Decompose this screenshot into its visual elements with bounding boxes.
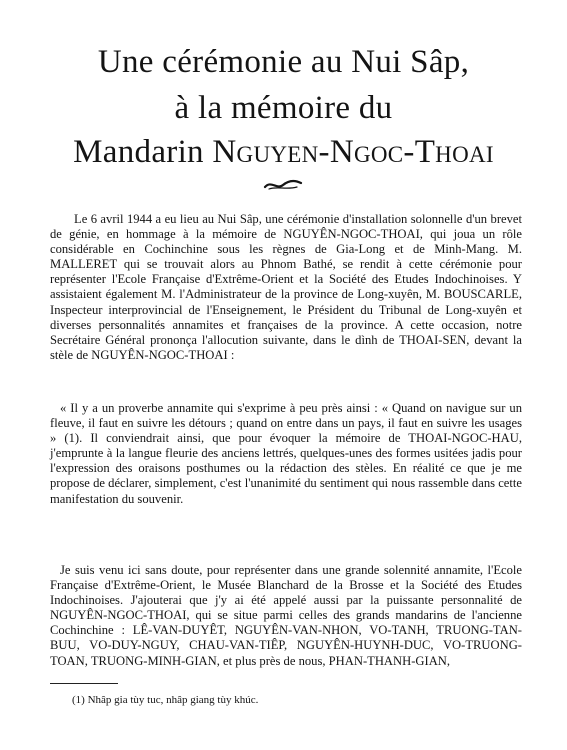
footnote-divider <box>50 683 118 684</box>
title-line-2: à la mémoire du <box>174 90 393 126</box>
footnote: (1) Nhâp gia tùy tuc, nhâp giang tùy khúc. <box>72 694 259 706</box>
paragraph-speech-1: « Il y a un proverbe annamite qui s'exprime à peu près ainsi : « Quand on navigue sur un fleuve, il faut en suivre les détours ; quand on entre dans un pays, il faut en suivre les usages » (1). Il conviendrait ainsi, que pour évoquer la mémoire de THOAI-NGOC-HAU, j'emprunte à la langue fleurie des anciens lettrés, quelques-unes des formes usitées jadis pour l'expression des oraisons posthumes ou la rédaction des stèles. En réalité ce que je me propose de déclarer, simplement, c'est l'unanimité du sentiment qui nous rassemble dans cette manifestation du souvenir. <box>50 401 522 506</box>
paragraph-intro: Le 6 avril 1944 a eu lieu au Nui Sâp, une cérémonie d'installation solonnelle d'un brevet de génie, en hommage à la mémoire de NGUYÊN-NGOC-THOAI, qui joua un rôle considérable en Cochinchine sous les règnes de Gia-Long et de Minh-Mang. M. MALLERET qui se trouvait alors au Phnom Bathé, se rendit à cette cérémonie pour représenter l'Ecole Française d'Extrême-Orient et la Société des Etudes Indochinoises. Y assistaient également M. l'Administrateur de la province de Long-xuyên, M. BOUSCARLE, Inspecteur interprovincial de l'Enseignement, le Président du Tribunal de Long-xuyên et diverses personnalités annamites et françaises de la province. A cette occasion, notre Secrétaire Général prononça l'allocution suivante, dans le dình de THOAI-SEN, devant la stèle de NGUYÊN-NGOC-THOAI : <box>50 212 522 362</box>
title-line-3 <box>40 130 527 174</box>
ornament-icon <box>263 178 303 192</box>
title-line-1: Une cérémonie au Nui Sâp, <box>97 44 470 80</box>
title-mandarin-name: Nguyen-Ngoc-Thoai <box>212 134 494 170</box>
title-line-3-prefix: Mandarin <box>73 134 213 170</box>
paragraph-speech-2: Je suis venu ici sans doute, pour représenter dans une grande solennité annamite, l'Ecole Française d'Extrême-Orient, le Musée Blanchard de la Brosse et la Société des Etudes Indochinoises. J'ajouterai que j'y ai été appelé aussi par la puissante personnalité de NGUYÊN-NGOC-THOAI, qui se situe parmi celles des grands mandarins de l'ancienne Cochinchine : LÊ-VAN-DUYÊT, NGUYÊN-VAN-NHON, VO-TANH, TRUONG-TAN-BUU, VO-DUY-NGUY, CHAU-VAN-TIÊP, NGUYÊN-HUYNH-DUC, VO-TRUONG-TOAN, TRUONG-MINH-GIAN, et plus près de nous, PHAN-THANH-GIAN, <box>50 563 522 668</box>
